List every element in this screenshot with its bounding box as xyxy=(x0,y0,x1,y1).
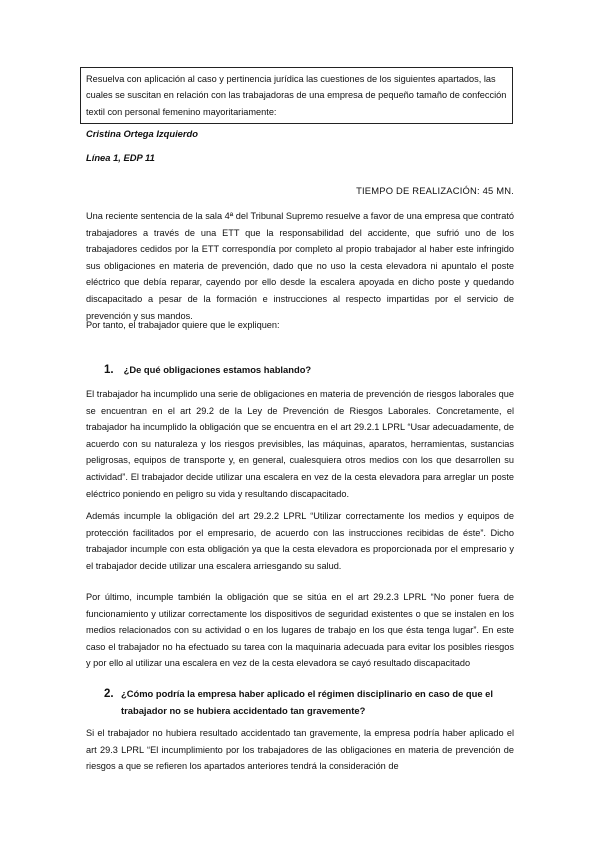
time-limit: TIEMPO DE REALIZACIÓN: 45 MN. xyxy=(356,185,514,196)
question-2-text: ¿Cómo podría la empresa haber aplicado el régimen disciplinario en caso de que el trabajador no se hubiera accidentado tan gravemente? xyxy=(121,688,493,716)
question-2-heading xyxy=(104,686,514,719)
intro-question: Por tanto, el trabajador quiere que le expliquen: xyxy=(86,320,280,330)
question-1-text: ¿De qué obligaciones estamos hablando? xyxy=(123,364,312,375)
answer-1-paragraph-1: El trabajador ha incumplido una serie de obligaciones en materia de prevención de riesgos laborales que se encuentran en el art 29.2 de la Ley de Prevención de Riesgos Laborales. Concretamente, el trabajador ha incumplido la obligación que se encuentra en el art 29.2.1 LPRL “Usar adecuadamente, de acuerdo con su naturaleza y los riesgos previsibles, las máquinas, aparatos, herramientas, sustancias peligrosas, equipos de transporte y, en general, cualesquiera otros medios con los que desarrollen su actividad”. El trabajador decide utilizar una escalera en vez de la cesta elevadora para arreglar un poste eléctrico poniendo en peligro su vida y resultando discapacitado. xyxy=(86,389,514,499)
intro-paragraph: Una reciente sentencia de la sala 4ª del Tribunal Supremo resuelve a favor de una empresa que contrató trabajadores a través de una ETT que la responsabilidad del accidente, que sufrió uno de los trabajadores cedidos por la ETT correspondía por completo al propio trabajador al haber este infringido sus obligaciones en materia de prevención, dado que no uso la cesta elevadora ni apuntalo el poste eléctrico que debía reparar, cayendo por ello desde la escalera apoyada en dicho poste y quedando discapacitado a pesar de la formación e instrucciones al respecto impartidas por el servicio de prevención y sus mandos. xyxy=(86,211,514,321)
answer-2-paragraph-1: Si el trabajador no hubiera resultado accidentado tan gravemente, la empresa podría haber aplicado el art 29.3 LPRL “El incumplimiento por los trabajadores de las obligaciones en materia de prevención de riesgos a que se refieren los apartados anteriores tendrá la consideración de xyxy=(86,728,514,772)
question-1-heading xyxy=(104,362,514,379)
line-label: Línea 1, EDP 11 xyxy=(86,152,155,163)
question-2-number: 2. xyxy=(104,688,114,700)
question-1-number: 1. xyxy=(104,364,114,376)
author-name: Cristina Ortega Izquierdo xyxy=(86,128,198,139)
instructions-box: Resuelva con aplicación al caso y pertinencia jurídica las cuestiones de los siguientes apartados, las cuales se suscitan en relación con las trabajadoras de una empresa de pequeño tamaño de confección textil con personal femenino mayoritariamente: xyxy=(80,67,513,124)
answer-1-paragraph-2: Además incumple la obligación del art 29.2.2 LPRL “Utilizar correctamente los medios y equipos de protección facilitados por el empresario, de acuerdo con las instrucciones recibidas de éste”. Dicho trabajador incumple con esta obligación ya que la cesta elevadora es proporcionada por el empresario y el trabajador decide utilizar una escalera arriesgando su salud. xyxy=(86,511,514,571)
answer-1-paragraph-3: Por último, incumple también la obligación que se sitúa en el art 29.2.3 LPRL “No poner fuera de funcionamiento y utilizar correctamente los dispositivos de seguridad existentes o que se instalen en los medios relacionados con su actividad o en los lugares de trabajo en los que ésta tenga lugar”. En este caso el trabajador no ha efectuado su tarea con la maquinaria adecuada para evitar los posibles riesgos y por ello al utilizar una escalera en vez de la cesta elevadora se cayó resultado discapacitado xyxy=(86,592,514,669)
